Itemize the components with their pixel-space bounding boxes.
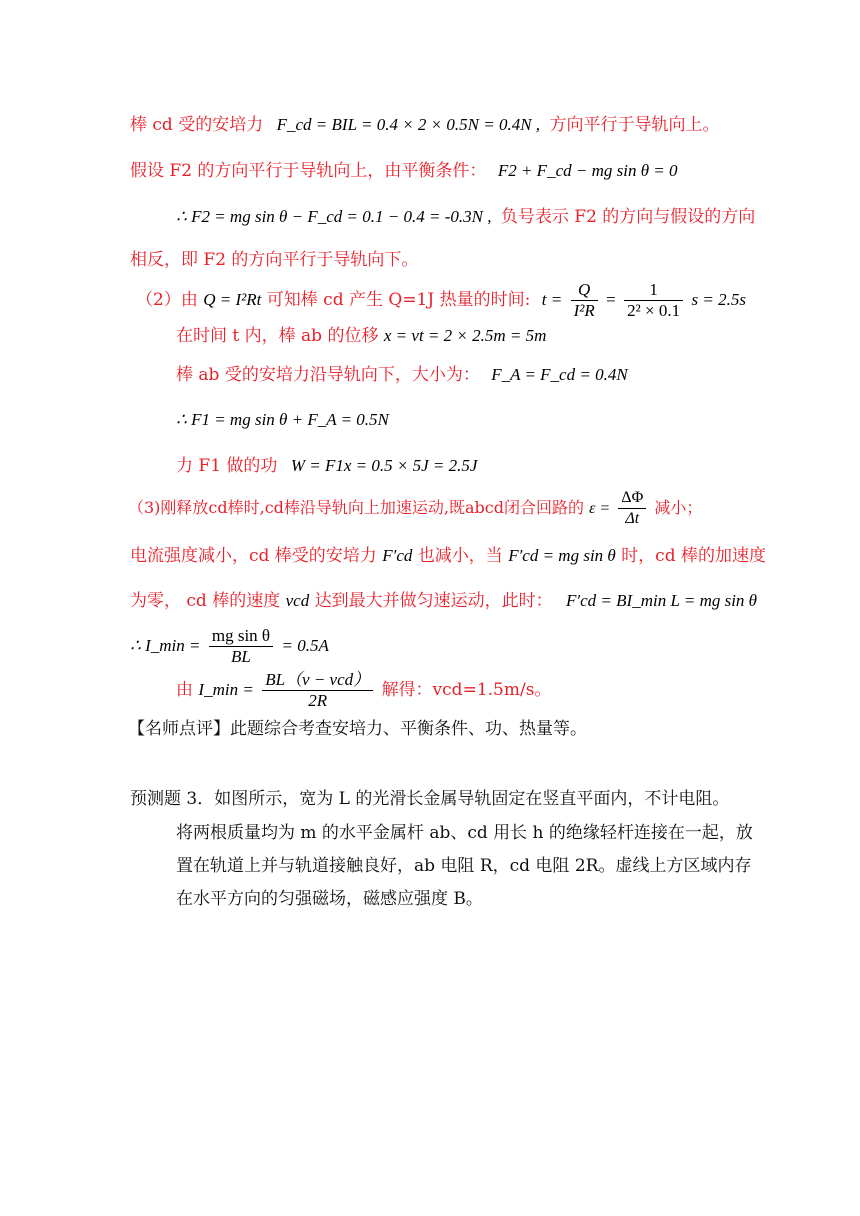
formula: ∴ I_min = [130, 636, 201, 655]
formula: F_A = F_cd = 0.4N [491, 365, 628, 384]
answer-line-5 [136, 280, 746, 321]
fraction-numerator: Q [571, 280, 598, 301]
formula: F′cd = mg sin θ [508, 546, 616, 565]
answer-text: 由 [176, 680, 193, 700]
answer-line-4 [130, 249, 418, 271]
fraction [209, 626, 273, 667]
answer-text: 力 F1 做的功 [176, 456, 278, 476]
fraction-numerator: BL（v − vcd） [262, 670, 373, 691]
answer-line-1 [130, 114, 719, 136]
answer-line-2 [130, 160, 678, 182]
fraction [571, 280, 598, 321]
answer-text: 在时间 t 内，棒 ab 的位移 [176, 326, 379, 346]
formula: ∴ F2 = mg sin θ − F_cd = 0.1 − 0.4 = -0.3N , [176, 207, 492, 226]
answer-line-8 [176, 409, 389, 431]
answer-text: （3)刚释放cd棒时,cd棒沿导轨向上加速运动,既abcd闭合回路的 [128, 498, 584, 517]
fraction-numerator: ΔΦ [618, 488, 646, 509]
answer-text: 可知棒 cd 产生 Q=1J 热量的时间: [266, 290, 531, 310]
fraction-denominator: 2² × 0.1 [627, 301, 681, 320]
answer-line-14 [176, 670, 551, 711]
formula: F_cd = BIL = 0.4 × 2 × 0.5N = 0.4N , [276, 115, 541, 134]
answer-text: 相反，即 F2 的方向平行于导轨向下。 [130, 250, 419, 270]
fraction-numerator: mg sin θ [209, 626, 273, 647]
fraction-denominator: Δt [625, 510, 640, 527]
problem-line-1 [130, 788, 729, 810]
formula: ∴ F1 = mg sin θ + F_A = 0.5N [176, 410, 389, 429]
formula: = 0.5A [281, 636, 329, 655]
problem-text: 预测题 3．如图所示，宽为 L 的光滑长金属导轨固定在竖直平面内，不计电阻。 [130, 789, 730, 809]
formula: vcd [285, 591, 310, 610]
problem-text: 置在轨道上并与轨道接触良好，ab 电阻 R，cd 电阻 2R。虚线上方区域内存 [176, 856, 752, 876]
formula: W = F1x = 0.5 × 5J = 2.5J [290, 456, 478, 475]
answer-text: 时，cd 棒的加速度 [621, 546, 766, 566]
answer-line-9 [176, 455, 477, 477]
fraction [624, 280, 683, 321]
teacher-comment [128, 718, 587, 740]
fraction-denominator: I²R [573, 301, 595, 320]
answer-line-10 [128, 488, 702, 529]
fraction-denominator: 2R [308, 691, 328, 710]
problem-text: 在水平方向的匀强磁场，磁感应强度 B。 [176, 889, 483, 909]
formula: F′cd = BI_min L = mg sin θ [566, 591, 758, 610]
answer-line-11 [130, 545, 766, 567]
answer-text: 负号表示 F2 的方向与假设的方向 [500, 207, 756, 227]
answer-line-7 [176, 364, 628, 386]
answer-text: （2）由 [136, 290, 198, 310]
answer-text: 方向平行于导轨向上。 [549, 115, 720, 135]
answer-text: 减小； [654, 498, 703, 517]
problem-text: 将两根质量均为 m 的水平金属杆 ab、cd 用长 h 的绝缘轻杆连接在一起，放 [176, 823, 753, 843]
answer-text: 电流强度减小，cd 棒受的安培力 [130, 546, 377, 566]
fraction-denominator: BL [231, 647, 251, 666]
formula: ε = [589, 500, 611, 517]
answer-text: 也减小，当 [417, 546, 503, 566]
formula: s = 2.5s [691, 290, 746, 309]
formula: F′cd [382, 546, 413, 565]
answer-text: 为零， cd 棒的速度 [130, 591, 281, 611]
answer-text: 假设 F2 的方向平行于导轨向上，由平衡条件： [130, 161, 487, 181]
fraction [618, 488, 646, 529]
answer-text: 棒 ab 受的安培力沿导轨向下，大小为： [176, 365, 480, 385]
formula: Q = I²Rt [203, 290, 262, 309]
answer-text: 达到最大并做匀速运动，此时： [314, 591, 553, 611]
fraction [262, 670, 373, 711]
answer-line-12 [130, 590, 757, 612]
problem-line-4 [176, 888, 483, 910]
formula: t = [541, 290, 563, 309]
answer-text: 解得：vcd=1.5m/s。 [381, 680, 552, 700]
formula: = [606, 290, 616, 309]
problem-line-3 [176, 855, 751, 877]
problem-line-2 [176, 822, 753, 844]
answer-line-6 [176, 325, 546, 347]
formula: F2 + F_cd − mg sin θ = 0 [497, 161, 678, 180]
answer-line-3 [176, 206, 755, 228]
fraction-numerator: 1 [624, 280, 683, 301]
answer-line-13 [130, 626, 329, 667]
formula: x = vt = 2 × 2.5m = 5m [383, 326, 547, 345]
comment-text: 【名师点评】此题综合考查安培力、平衡条件、功、热量等。 [128, 719, 587, 739]
answer-text: 棒 cd 受的安培力 [130, 115, 264, 135]
formula: I_min = [198, 680, 254, 699]
